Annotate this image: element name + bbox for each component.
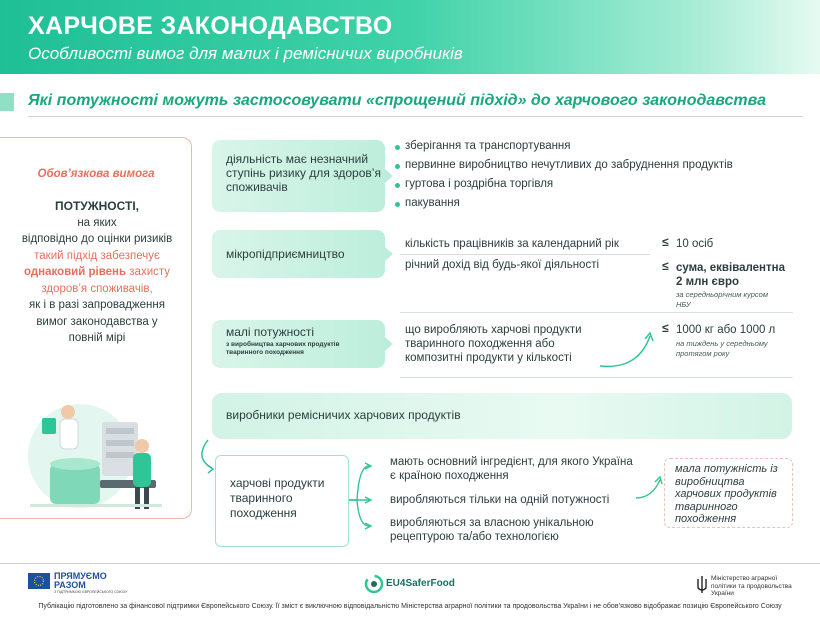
micro-enterprise-text: мікропідприємництво: [226, 247, 345, 261]
branch-arrows-icon: [349, 460, 375, 540]
req-line: здоров’я споживачів,: [41, 282, 153, 295]
divider: [400, 312, 793, 313]
arrow-icon: [385, 337, 393, 351]
arrow-icon: [385, 169, 393, 183]
divider: [400, 377, 793, 378]
small-facility-note-text: мала потужність із виробництва харчових продуктів тваринного походження: [675, 463, 778, 525]
req-line: ПОТУЖНОСТІ,: [55, 199, 139, 213]
list-item: пакування: [405, 197, 460, 209]
divider: [400, 254, 650, 255]
list-item: гуртова і роздрібна торгівля: [405, 178, 554, 190]
leaf-circle-icon: [364, 574, 384, 594]
low-risk-text: діяльність має незначний ступінь ризику для здоров’я споживачів: [226, 152, 381, 194]
small-facility-note-box: [664, 458, 793, 528]
req-emphasis: однаковий рівень: [23, 266, 127, 278]
req-line: відповідно до оцінки ризиків: [21, 233, 173, 245]
req-line: як і в разі запровадження: [29, 299, 165, 311]
factory-workers-illustration: [20, 388, 170, 516]
small-facility-subtext: з виробництва харчових продуктів тваринного походження: [226, 341, 340, 356]
req-line: вимог законодавства у: [36, 315, 158, 328]
eu-logo-subtext: З ПІДТРИМКОЮ ЄВРОПЕЙСЬКОГО СОЮЗУ: [54, 590, 128, 594]
craft-criterion: виробляються тільки на одній потужності: [390, 494, 610, 506]
small-facility-criterion: що виробляють харчові продукти тваринного походження або композитні продукти у кількості: [405, 324, 582, 364]
req-line: такий підхід забезпечує: [34, 249, 160, 262]
employees-criterion: кількість працівників за календарний рік: [405, 238, 619, 250]
trident-icon: [697, 575, 707, 595]
craft-criterion: мають основний інгредієнт, для якого Україна є країною походження: [390, 456, 633, 482]
income-criterion: річний дохід від будь-якої діяльності: [405, 259, 600, 271]
small-facility-label: [212, 320, 385, 368]
craft-producers-label: [212, 393, 792, 439]
small-facility-text: малі потужності: [226, 325, 315, 339]
accent-bar: [0, 93, 14, 111]
curved-arrow-icon: [634, 474, 664, 500]
req-line: на яких: [77, 216, 117, 229]
eu4saferfood-logo: [364, 572, 464, 598]
list-item: первинне виробництво нечутливих до забруднення продуктів: [405, 159, 733, 171]
curved-arrow-icon: [598, 330, 658, 370]
page-subtitle: Особливості вимог для малих і ремісничих виробників: [28, 44, 463, 63]
arrow-icon: [385, 247, 393, 261]
requirement-text: [12, 198, 182, 347]
requirement-label: Обов’язкова вимога: [37, 168, 155, 180]
list-item: зберігання та транспортування: [405, 140, 571, 152]
divider: [28, 116, 803, 117]
ministry-name: Міністерство аграрної політики та продовольства України: [711, 575, 792, 597]
craft-producers-text: виробники ремісничих харчових продуктів: [226, 408, 461, 422]
req-line-tail: захисту: [126, 266, 171, 278]
animal-products-text: харчові продукти тваринного походження: [230, 476, 325, 520]
requirement-panel: [0, 137, 192, 519]
less-equal-sign: ≤: [662, 235, 669, 249]
req-line: повній мірі: [68, 332, 126, 344]
question-heading: Які потужності можуть застосовувати «спрощений підхід» до харчового законодавства: [28, 92, 766, 109]
project-logo-text: EU4SaferFood: [386, 578, 455, 589]
income-value: сума, еквівалентна 2 млн євро: [676, 262, 785, 288]
page-title: ХАРЧОВЕ ЗАКОНОДАВСТВО: [28, 12, 393, 40]
eu-flag-icon: [28, 573, 50, 589]
footer-divider: [0, 563, 820, 564]
ministry-logo: [697, 573, 802, 599]
craft-criterion: виробляються за власною унікальною рецептурою та/або технологією: [390, 517, 594, 543]
section-question: [0, 85, 820, 119]
less-equal-sign: ≤: [662, 321, 669, 335]
low-risk-label: [212, 140, 385, 212]
funding-disclaimer: Публікацію підготовлено за фінансової підтримки Європейського Союзу. Її зміст є виключною відповідальністю Міністерства аграрної політики та продовольства України і не обов’язково відображає позицію Європейського Союзу: [38, 603, 782, 610]
eu-logo-text: ПРЯМУЄМО РАЗОМ: [54, 571, 107, 590]
header-banner: [0, 0, 820, 74]
less-equal-sign: ≤: [662, 259, 669, 273]
small-facility-note: на тиждень у середньому протягом року: [676, 339, 768, 358]
animal-products-box: [215, 455, 349, 547]
req-line: [12, 264, 182, 281]
small-facility-value: 1000 кг або 1000 л: [676, 324, 776, 336]
employees-value: 10 осіб: [676, 238, 714, 250]
micro-enterprise-label: [212, 230, 385, 278]
income-note: за середньорічним курсом НБУ: [676, 290, 768, 309]
